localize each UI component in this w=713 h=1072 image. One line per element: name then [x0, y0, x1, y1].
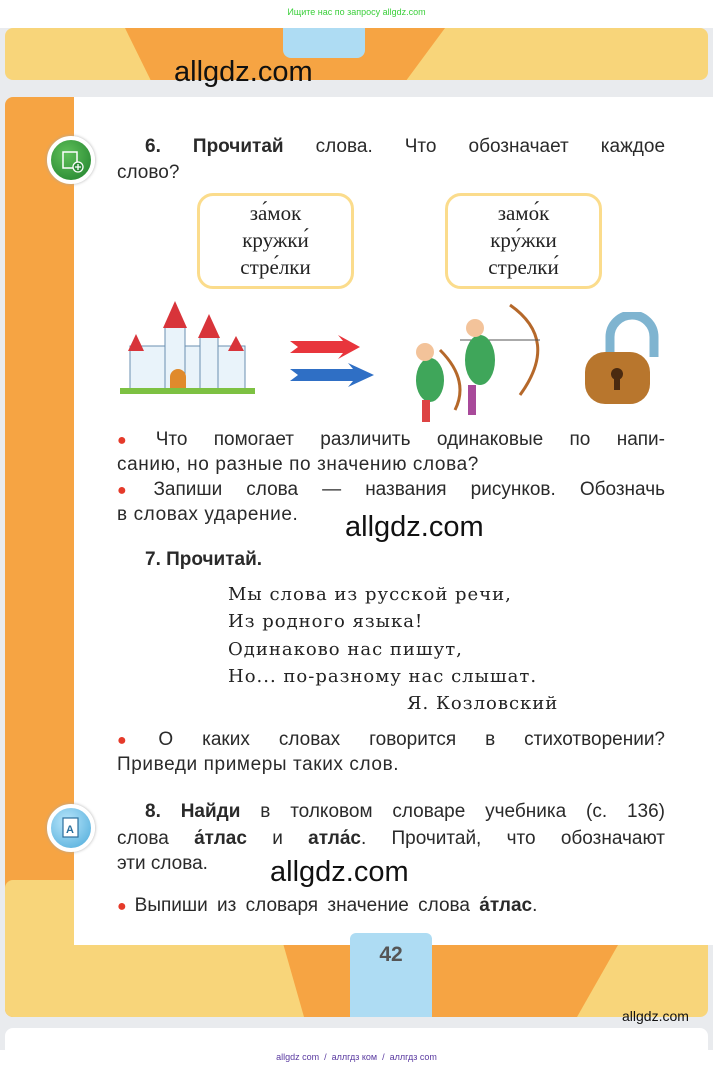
footer-links[interactable]: allgdz com / аллгдз ком / аллгдз com	[276, 1052, 437, 1062]
folder-plus-icon	[47, 136, 95, 184]
page-number-tab	[350, 933, 432, 1017]
bullet-icon: ●	[117, 482, 146, 499]
watermark: allgdz.com	[622, 1008, 689, 1024]
bullet-icon: ●	[117, 432, 148, 449]
bullet-icon: ●	[117, 732, 151, 749]
poem-line: Мы слова из русской речи,	[228, 584, 512, 605]
bullet-icon: ●	[117, 898, 127, 915]
task7-heading: 7. Прочитай.	[145, 549, 263, 570]
padlock-illustration	[580, 312, 665, 407]
castle-illustration	[120, 296, 255, 396]
top-banner[interactable]: Ищите нас по запросу allgdz.com	[287, 7, 426, 17]
task7-bullet-line2: Приведи примеры таких слов.	[117, 754, 400, 775]
task6-line1: 6. Прочитай слова. Что обозначает каждое	[145, 136, 666, 157]
poem-author: Я. Козловский	[407, 693, 559, 714]
task6-bullet1-line2: санию, но разные по значению слова?	[117, 454, 479, 475]
task8-line2: слова а́тлас и атла́с. Прочитай, что обозначают	[117, 828, 666, 849]
task8-bullet: ● Выпиши из словаря значение слова а́тлас.	[117, 895, 538, 916]
top-decor-band	[5, 28, 708, 80]
poem-line: Из родного языка!	[228, 611, 424, 632]
word-box-left: за́мок кружки́ стре́лки	[197, 193, 354, 289]
left-decor-strip	[5, 97, 85, 1017]
watermark: allgdz.com	[345, 511, 484, 543]
task6-line2: слово?	[117, 162, 180, 183]
arrows-illustration	[288, 335, 376, 390]
task6-bullet2-line2: в словах ударение.	[117, 504, 299, 525]
bottom-card	[5, 1028, 708, 1050]
task8-line1: 8. Найди в толковом словаре учебника (с. 136)	[145, 801, 666, 822]
poem-line: Одинаково нас пишут,	[228, 639, 463, 660]
task6-bullet1-line1: ● Что помогает различить одинаковые по напи-	[117, 429, 665, 450]
svg-text:A: A	[66, 824, 74, 836]
archers-illustration	[400, 300, 555, 425]
task8-line3: эти слова.	[117, 853, 208, 874]
page-number: 42	[379, 943, 403, 966]
watermark: allgdz.com	[270, 856, 409, 888]
dictionary-icon	[47, 804, 95, 852]
poem-line: Но... по-разному нас слышат.	[228, 666, 538, 687]
word-box-right: замо́к кру́жки стрелки́	[445, 193, 602, 289]
task7-bullet-line1: ● О каких словах говорится в стихотворении?	[117, 729, 665, 750]
watermark: allgdz.com	[174, 56, 313, 88]
task6-bullet2-line1: ● Запиши слова — названия рисунков. Обозначь	[117, 479, 665, 500]
